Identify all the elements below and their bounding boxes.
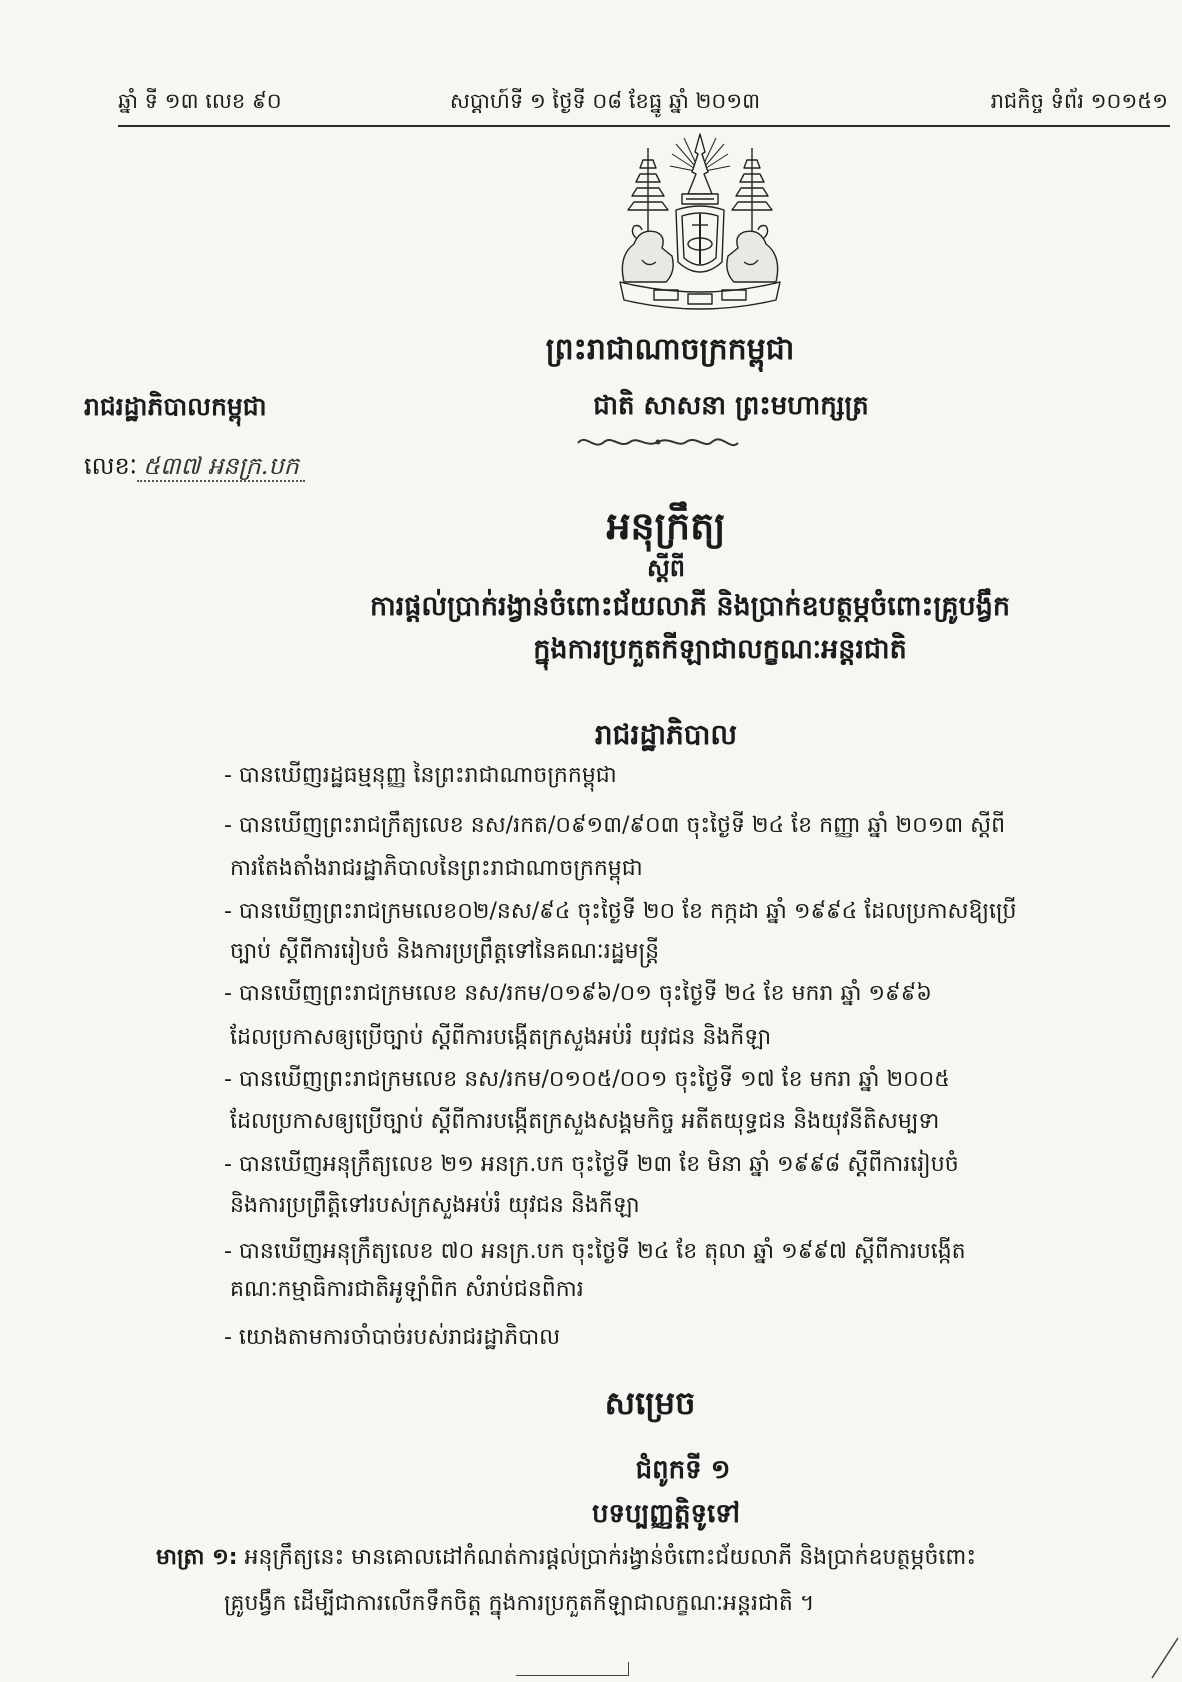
decree-number xyxy=(84,446,504,486)
article-label: មាត្រា ១: xyxy=(156,1545,238,1570)
consideration-line: - បានឃើញព្រះរាជក្រមលេខ នស/រកម/០១០៥/០០១ ចុះថ្ងៃទី ១៧ ខែ មករា ឆ្នាំ ២០០៥ xyxy=(224,1067,950,1092)
decree-number-handwritten: ៥៣៧ អនក្រ.បក xyxy=(137,452,305,482)
decision-heading: សម្រេច xyxy=(604,1384,696,1422)
consideration-line: គណៈកម្មាធិការជាតិអូឡាំពិក សំរាប់ជនពិការ xyxy=(230,1277,584,1302)
consideration-line: - បានឃើញព្រះរាជក្រមលេខ០២/នស/៩៤ ចុះថ្ងៃទី ២០ ខែ កក្កដា ឆ្នាំ ១៩៩៤ ដែលប្រកាសឱ្យប្រើ xyxy=(224,899,1017,924)
government-heading: រាជរដ្ឋាភិបាល xyxy=(594,718,738,751)
document-subject: ក្នុងការប្រកួតកីឡាជាលក្ខណៈអន្តរជាតិ xyxy=(533,634,907,665)
header-rule xyxy=(118,125,1170,127)
consideration-line: - បានឃើញព្រះរាជក្រមលេខ នស/រកម/០១៩៦/០១ ចុះថ្ងៃទី ២៤ ខែ មករា ឆ្នាំ ១៩៩៦ xyxy=(224,981,932,1006)
document-about: ស្តីពី xyxy=(646,554,686,582)
ornament-flourish-icon xyxy=(574,431,742,453)
coat-of-arms-icon xyxy=(602,132,798,314)
consideration-line: ការតែងតាំងរាជរដ្ឋាភិបាលនៃព្រះរាជាណាចក្រកម្ពុជា xyxy=(230,856,643,881)
consideration-line: - យោងតាមការចាំបាច់របស់រាជរដ្ឋាភិបាល xyxy=(224,1325,561,1350)
article-text: អនុក្រឹត្យនេះ មានគោលដៅកំណត់ការផ្តល់ប្រាក់រង្វាន់ចំពោះជ័យលាភី និងប្រាក់ឧបត្ថម្ភចំពោះ xyxy=(237,1545,977,1570)
scan-mark xyxy=(1148,1636,1180,1680)
article-line xyxy=(156,1538,1168,1578)
kingdom-name: ព្រះរាជាណាចក្រកម្ពុជា xyxy=(545,332,795,367)
consideration-line: ដែលប្រកាសឲ្យប្រើច្បាប់ ស្តីពីការបង្កើតក្រសួងអប់រំ យុវជន និងកីឡា xyxy=(230,1025,772,1050)
gazette-volume: ឆ្នាំ ទី ១៣ លេខ ៩០ xyxy=(118,89,282,113)
consideration-line: និងការប្រព្រឹត្តិទៅរបស់ក្រសួងអប់រំ យុវជន និងកីឡា xyxy=(230,1193,640,1218)
consideration-line: - បានឃើញរដ្ឋធម្មនុញ្ញ នៃព្រះរាជាណាចក្រកម្ពុជា xyxy=(224,763,617,788)
document-subject: ការផ្តល់ប្រាក់រង្វាន់ចំពោះជ័យលាភី និងប្រាក់ឧបត្ថម្ភចំពោះគ្រូបង្វឹក xyxy=(370,591,1010,622)
document-title: អនុក្រឹត្យ xyxy=(606,504,726,548)
consideration-line: - បានឃើញព្រះរាជក្រឹត្យលេខ នស/រកត/០៩១៣/៩០៣ ចុះថ្ងៃទី ២៤ ខែ កញ្ញា ឆ្នាំ ២០១៣ ស្តីពី xyxy=(224,813,1006,838)
decree-number-label: លេខៈ xyxy=(84,452,138,480)
scan-mark xyxy=(628,1662,629,1676)
national-motto: ជាតិ សាសនា ព្រះមហាក្សត្រ xyxy=(593,391,869,421)
consideration-line: - បានឃើញអនុក្រឹត្យលេខ ៧០ អនក្រ.បក ចុះថ្ងៃទី ២៤ ខែ តុលា ឆ្នាំ ១៩៩៧ ស្តីពីការបង្កើត xyxy=(224,1239,966,1264)
consideration-line: - បានឃើញអនុក្រឹត្យលេខ ២១ អនក្រ.បក ចុះថ្ងៃទី ២៣ ខែ មិនា ឆ្នាំ ១៩៩៨ ស្តីពីការរៀបចំ xyxy=(224,1152,959,1177)
consideration-line: ច្បាប់ ស្តីពីការរៀបចំ និងការប្រព្រឹត្តទៅនៃគណៈរដ្ឋមន្ត្រី xyxy=(230,939,660,964)
gazette-date: សប្តាហ៍ទី ១ ថ្ងៃទី ០៨ ខែធ្នូ ឆ្នាំ ២០១៣ xyxy=(449,89,761,113)
gazette-page: រាជកិច្ច ទំព័រ ១០១៥១ xyxy=(990,89,1168,113)
scan-mark xyxy=(516,1675,628,1676)
article-line: គ្រូបង្វឹក ដើម្បីជាការលើកទឹកចិត្ត ក្នុងការប្រកួតកីឡាជាលក្ខណៈអន្តរជាតិ ។ xyxy=(224,1591,815,1616)
issuing-authority: រាជរដ្ឋាភិបាលកម្ពុជា xyxy=(84,392,267,421)
chapter-title: បទប្បញ្ញត្តិទូទៅ xyxy=(591,1499,741,1529)
consideration-line: ដែលប្រកាសឲ្យប្រើច្បាប់ ស្តីពីការបង្កើតក្រសួងសង្គមកិច្ច អតីតយុទ្ធជន និងយុវនីតិសម្បទា xyxy=(230,1109,940,1134)
chapter-number: ជំពូកទី ១ xyxy=(635,1455,731,1485)
